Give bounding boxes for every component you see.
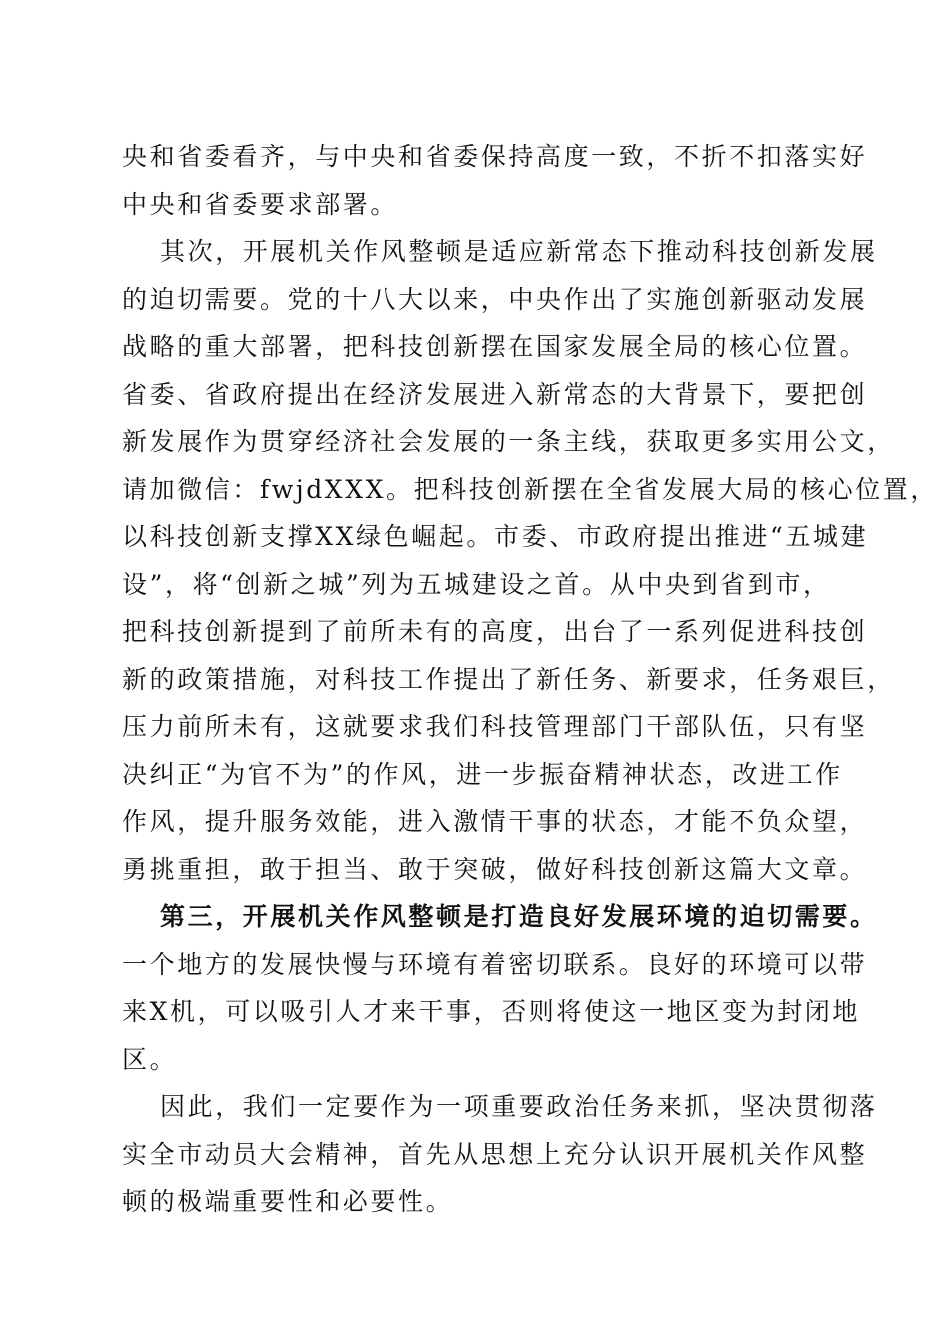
text-line: 中央和省委要求部署。 [122,190,399,219]
text-line: 因此，我们一定要作为一项重要政治任务来抓，坚决贯彻落 [160,1092,878,1121]
text-line: 战略的重大部署，把科技创新摆在国家发展全局的核心位置。 [122,332,868,361]
text-line: 新发展作为贯穿经济社会发展的一条主线，获取更多实用公文， [122,427,895,456]
text-line: 来X机，可以吸引人才来干事，否则将使这一地区变为封闭地 [122,997,860,1026]
text-line: 区。 [122,1045,178,1074]
text-line: 请加微信：fwjdXXX。把科技创新摆在全省发展大局的核心位置， [122,475,939,504]
text-line: 设”，将“创新之城”列为五城建设之首。从中央到省到市， [122,570,831,599]
text-line: 其次，开展机关作风整顿是适应新常态下推动科技创新发展 [160,237,878,266]
text-line: 勇挑重担，敢于担当、敢于突破，做好科技创新这篇大文章。 [122,855,868,884]
text-line: 以科技创新支撑XX绿色崛起。市委、市政府提出推进“五城建 [122,522,869,551]
text-line: 的迫切需要。党的十八大以来，中央作出了实施创新驱动发展 [122,285,868,314]
text-line: 央和省委看齐，与中央和省委保持高度一致，不折不扣落实好 [122,142,868,171]
text-line: 压力前所未有，这就要求我们科技管理部门干部队伍，只有坚 [122,712,868,741]
text-line: 决纠正“为官不为”的作风，进一步振奋精神状态，改进工作 [122,760,843,789]
text-line: 实全市动员大会精神，首先从思想上充分认识开展机关作风整 [122,1140,868,1169]
section-heading: 第三，开展机关作风整顿是打造良好发展环境的迫切需要。 [160,902,878,931]
text-line: 顿的极端重要性和必要性。 [122,1187,454,1216]
text-line: 作风，提升服务效能，进入激情干事的状态，才能不负众望， [122,807,868,836]
text-line: 新的政策措施，对科技工作提出了新任务、新要求，任务艰巨， [122,665,895,694]
text-line: 一个地方的发展快慢与环境有着密切联系。良好的环境可以带 [122,950,868,979]
text-line: 把科技创新提到了前所未有的高度，出台了一系列促进科技创 [122,617,868,646]
text-line: 省委、省政府提出在经济发展进入新常态的大背景下，要把创 [122,380,868,409]
